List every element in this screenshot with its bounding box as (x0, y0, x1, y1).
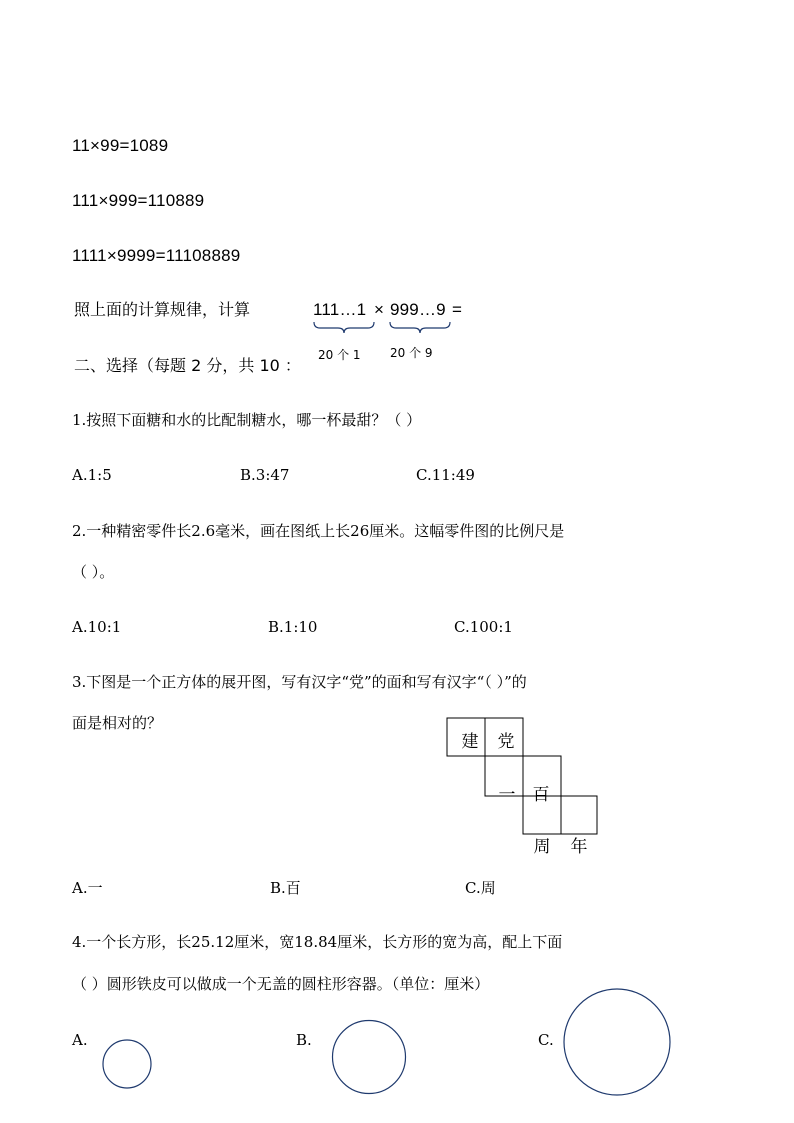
net-char-zhou: 周 (533, 837, 551, 857)
q1-option-c: C.11:49 (416, 466, 475, 484)
q4-option-b: B. (296, 1031, 312, 1049)
q2-option-b: B.1:10 (268, 618, 318, 636)
q4-text-line-1: 4.一个长方形，长25.12厘米，宽18.84厘米，长方形的宽为高，配上下面 (72, 933, 563, 951)
q3-text-line-1: 3.下图是一个正方体的展开图，写有汉字“党”的面和写有汉字“（ ）”的 (72, 673, 527, 691)
q2-text-line-1: 2.一种精密零件长2.6毫米，画在图纸上长26厘米。这幅零件图的比例尺是 (72, 522, 565, 540)
net-char-dang: 党 (497, 732, 515, 752)
q4-circle-b (329, 1019, 409, 1097)
net-char-nian: 年 (570, 837, 588, 857)
section-heading: 二、选择（每题 2 分，共 10 ： (74, 356, 301, 375)
q3-text-line-2: 面是相对的？ (72, 714, 163, 732)
q4-option-a: A. (72, 1031, 88, 1049)
pattern-line-3: 1111×9999=11108889 (72, 246, 241, 265)
brace-label-ones: 20 个 1 (318, 348, 361, 362)
pattern-expression-equals: = (452, 300, 463, 319)
pattern-question (74, 300, 250, 320)
q3-option-c: C.周 (465, 879, 496, 897)
brace-under-ones (312, 320, 376, 334)
net-char-yi: 一 (498, 785, 516, 805)
pattern-line-2: 111×999=110889 (72, 191, 205, 210)
q1-option-b: B.3:47 (240, 466, 290, 484)
pattern-expression-part1: 111…1 (313, 300, 367, 319)
net-char-jian: 建 (461, 732, 479, 752)
q2-option-a: A.10:1 (72, 618, 122, 636)
pattern-question-prefix: 照上面的计算规律，计算 (74, 300, 251, 319)
pattern-expression-times: × (374, 300, 385, 319)
pattern-line-1: 11×99=1089 (72, 136, 169, 155)
q2-option-c: C.100:1 (454, 618, 513, 636)
q2-text-line-2: （ ）。 (72, 563, 115, 581)
q1-text: 1.按照下面糖和水的比配制糖水，哪一杯最甜？（ ） (72, 411, 422, 429)
q3-option-b: B.百 (270, 879, 301, 897)
cube-net-diagram (440, 712, 610, 862)
q3-option-a: A.一 (72, 879, 103, 897)
net-char-bai: 百 (532, 785, 550, 805)
q4-circle-c (560, 986, 674, 1098)
q4-option-c: C. (538, 1031, 554, 1049)
pattern-expression-part2: 999…9 (390, 300, 446, 319)
q4-text-line-2: （ ）圆形铁皮可以做成一个无盖的圆柱形容器。（单位：厘米） (72, 975, 490, 993)
brace-label-nines: 20 个 9 (390, 346, 433, 360)
q4-circle-a (100, 1037, 154, 1091)
net-face-6 (561, 796, 597, 834)
q1-option-a: A.1:5 (72, 466, 112, 484)
brace-under-nines (388, 320, 452, 334)
